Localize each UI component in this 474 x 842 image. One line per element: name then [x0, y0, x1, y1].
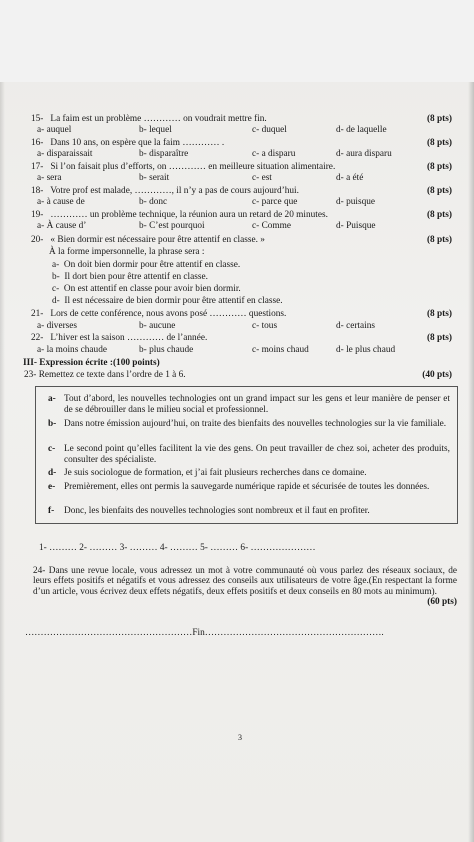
question-16: [31, 138, 451, 149]
question-number: 16-: [31, 138, 44, 148]
question-points: (8 pts): [426, 138, 452, 148]
option-c: c- a disparu: [252, 149, 296, 159]
option-b: b- lequel: [139, 125, 172, 135]
question-points: (60 pts): [427, 596, 457, 607]
question-17: [31, 162, 451, 173]
question-text: ………… un problème technique, la réunion aura un retard de 20 minutes.: [50, 210, 328, 220]
option-a: a- auquel: [37, 125, 72, 135]
question-24: [33, 566, 457, 607]
option-c: c- On est attentif en classe pour avoir bien dormir.: [52, 284, 241, 294]
option-c: c- moins chaud: [252, 345, 309, 355]
option-b: b- Il dort bien pour être attentif en classe.: [52, 272, 208, 282]
question-22: [31, 333, 451, 344]
question-points: (8 pts): [426, 235, 452, 245]
question-text: Si l’on faisait plus d’efforts, on ………… en meilleure situation alimentaire.: [50, 162, 336, 172]
question-number: 15-: [31, 114, 44, 124]
question-text: Lors de cette conférence, nous avons posé ………… questions.: [50, 309, 287, 319]
answer-blanks-line: 1- ……… 2- ……… 3- ……… 4- ……… 5- ……… 6- …………………: [39, 543, 316, 553]
ordering-text-box: a- Tout d’abord, les nouvelles technologies ont un grand impact sur les gens et leur manière de penser et de se débrouiller dans le milieu social et professionnel. b- Dans notre émission aujourd’hui, on traite des bienfaits des nouvelles technologies sur la vie familiale. c- Le second point qu’elles facilitent la vie des gens. On peut travailler de chez soi, acheter des produits, consulter des spécialiste. d- Je suis sociologue de formation, et j’ai fait plusieurs recherches dans ce domaine. e- Premièrement, elles ont permis la sauvegarde numérique rapide et sécurisée de toutes les données. f- Donc, les bienfaits des nouvelles technologies sont nombreux et il faut en profiter.: [35, 386, 458, 524]
option-b: b- disparaître: [139, 149, 189, 159]
question-18: [31, 186, 451, 197]
question-number: 19-: [31, 210, 44, 220]
option-b: b- aucune: [139, 321, 176, 331]
option-a: a- diverses: [37, 321, 78, 331]
question-number: 20-: [31, 235, 44, 245]
option-c: c- parce que: [252, 197, 298, 207]
question-number: 22-: [31, 333, 44, 343]
option-d: d- le plus chaud: [336, 345, 396, 355]
page-number: 3: [238, 733, 242, 742]
option-d: d- a été: [336, 173, 364, 183]
question-number: 17-: [31, 162, 44, 172]
question-points: (8 pts): [426, 114, 452, 124]
question-text: Dans 10 ans, on espère que la faim ………… .: [50, 138, 225, 148]
option-a: a- à cause de: [37, 197, 85, 207]
question-points: (8 pts): [426, 333, 452, 343]
question-points: (8 pts): [426, 162, 452, 172]
question-19: [31, 210, 451, 221]
question-21: [31, 309, 451, 320]
question-text: 24- Dans une revue locale, vous adressez un mot à votre communauté où vous parlez des réseaux sociaux, de leurs effets positifs et négatifs et vous adressez des conseils aux utilisateurs de votre âge.(En respectant la forme d’un article, vous écrivez deux effets négatifs, deux effets positifs et deux conseils en 80 mots au minimum).: [33, 566, 457, 597]
option-d: d- aura disparu: [336, 149, 392, 159]
option-b: b- C’est pourquoi: [139, 221, 205, 231]
fin-line: ………………………………………………Fin………………………………………………….: [25, 628, 384, 638]
option-a: a- On doit bien dormir pour être attentif en classe.: [52, 260, 241, 270]
option-d: d- certains: [336, 321, 375, 331]
option-b: b- donc: [139, 197, 168, 207]
question-text: L’hiver est la saison ………… de l’année.: [50, 333, 208, 343]
option-a: a- la moins chaude: [37, 345, 107, 355]
question-20: [31, 235, 451, 246]
question-points: (8 pts): [426, 186, 452, 196]
option-d: d- Puisque: [336, 221, 376, 231]
option-d: d- Il est nécessaire de bien dormir pour être attentif en classe.: [52, 296, 283, 306]
option-b: b- serait: [139, 173, 170, 183]
option-c: c- est: [252, 173, 272, 183]
question-text: La faim est un problème ………… on voudrait mettre fin.: [50, 114, 267, 124]
question-number: 18-: [31, 186, 44, 196]
option-c: c- tous: [252, 321, 278, 331]
question-15: [31, 114, 451, 125]
option-d: d- de laquelle: [336, 125, 387, 135]
question-points: (40 pts): [422, 370, 452, 380]
section-heading: III- Expression écrite :(100 points): [23, 358, 160, 368]
question-points: (8 pts): [426, 210, 452, 220]
question-20-instruction: À la forme impersonnelle, la phrase sera :: [49, 247, 205, 257]
question-points: (8 pts): [426, 309, 452, 319]
option-a: a- disparaissait: [37, 149, 93, 159]
option-b: b- plus chaude: [139, 345, 194, 355]
option-a: a- À cause d’: [37, 221, 87, 231]
question-23: 23- Remettez ce texte dans l’ordre de 1 à 6.: [24, 370, 186, 380]
question-text: « Bien dormir est nécessaire pour être attentif en classe. »: [50, 235, 265, 245]
option-a: a- sera: [37, 173, 62, 183]
question-text: Votre prof est malade, …………, il n’y a pas de cours aujourd’hui.: [50, 186, 299, 196]
option-c: c- Comme: [252, 221, 292, 231]
option-d: d- puisque: [336, 197, 375, 207]
question-number: 21-: [31, 309, 44, 319]
option-c: c- duquel: [252, 125, 287, 135]
